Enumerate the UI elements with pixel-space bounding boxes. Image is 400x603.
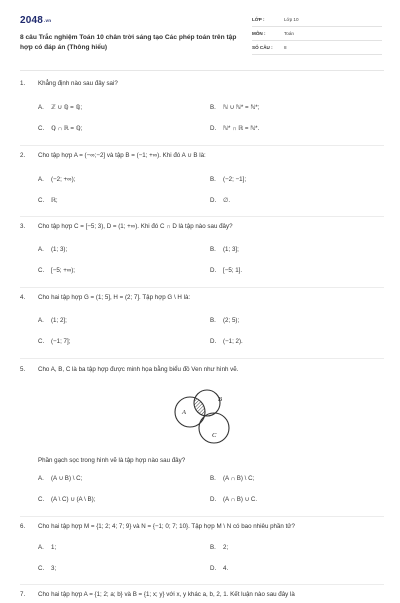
option-label: D.: [210, 197, 217, 204]
option-label: B.: [210, 317, 216, 324]
option-c[interactable]: [38, 267, 75, 274]
option-c[interactable]: [38, 125, 82, 132]
question-number: 4.: [20, 294, 26, 301]
question-stem: [20, 366, 384, 378]
option-label: C.: [38, 565, 45, 572]
document-header: [0, 0, 400, 62]
option-label: B.: [210, 475, 216, 482]
option-label: A.: [38, 544, 44, 551]
option-text: ℕ* ∩ ℝ = ℕ*.: [223, 125, 260, 132]
question-number: 7.: [20, 591, 26, 598]
option-text: 4.: [223, 565, 229, 572]
option-label: A.: [38, 246, 44, 253]
question-stem: [20, 152, 384, 164]
question-subtext: Phần gạch sọc trong hình vẽ là tập hợp nào sau đây?: [38, 457, 186, 464]
option-label: A.: [38, 317, 44, 324]
option-text: 2;: [223, 544, 229, 551]
question-7: [20, 591, 384, 603]
question-5: [20, 366, 384, 503]
question-text: Cho A, B, C là ba tập hợp được minh họa bằng biểu đồ Ven như hình vẽ.: [38, 366, 239, 373]
question-number: 6.: [20, 523, 26, 530]
option-text: (1; 3);: [51, 246, 68, 253]
option-label: A.: [38, 104, 44, 111]
venn-diagram: [170, 388, 246, 446]
option-text: [−5; 1].: [223, 267, 243, 274]
site-logo[interactable]: [20, 15, 51, 26]
option-label: D.: [210, 565, 217, 572]
option-label: A.: [38, 176, 44, 183]
document-meta: [252, 14, 382, 56]
option-text: (1; 3];: [223, 246, 239, 253]
question-text: Cho tập hợp C = [−5; 3), D = (1; +∞). Khi đó C ∩ D là tập nào sau đây?: [38, 223, 233, 230]
logo-text: 2048: [20, 15, 44, 26]
option-d[interactable]: [210, 565, 228, 572]
option-text: (A \ C) ∪ (A \ B);: [51, 496, 96, 503]
meta-label: SỐ CÂU :: [252, 45, 273, 50]
option-b[interactable]: [210, 246, 239, 253]
option-text: (1; 2];: [51, 317, 67, 324]
option-a[interactable]: [38, 176, 75, 183]
question-divider: [20, 358, 384, 359]
question-divider: [20, 145, 384, 146]
option-a[interactable]: [38, 317, 67, 324]
option-label: B.: [210, 246, 216, 253]
meta-row-count: [252, 42, 382, 55]
question-text: Cho tập hợp A = (−∞;−2] và tập B = (−1; +∞). Khi đó A ∪ B là:: [38, 152, 206, 159]
question-3: [20, 223, 384, 274]
option-c[interactable]: [38, 565, 56, 572]
question-divider: [20, 287, 384, 288]
question-stem: [20, 294, 384, 306]
option-text: ∅.: [223, 197, 231, 204]
option-text: ℕ ∪ ℕ* = ℕ*;: [223, 104, 260, 111]
option-text: (2; 5);: [223, 317, 240, 324]
option-label: D.: [210, 496, 217, 503]
option-b[interactable]: [210, 475, 254, 482]
option-text: (−1; 7];: [51, 338, 71, 345]
option-text: ℚ ∩ ℝ = ℚ;: [51, 125, 83, 132]
meta-value: 8: [284, 45, 287, 50]
meta-label: LỚP :: [252, 17, 265, 22]
question-stem: [20, 223, 384, 235]
meta-value: Toán: [284, 31, 294, 36]
option-d[interactable]: [210, 125, 259, 132]
option-label: D.: [210, 338, 217, 345]
option-text: ℝ;: [51, 197, 58, 204]
option-label: D.: [210, 125, 217, 132]
question-stem: [20, 80, 384, 92]
option-text: (A ∪ B) \ C;: [51, 475, 83, 482]
question-number: 3.: [20, 223, 26, 230]
option-label: D.: [210, 267, 217, 274]
question-6: [20, 523, 384, 572]
option-a[interactable]: [38, 544, 56, 551]
option-b[interactable]: [210, 176, 246, 183]
question-stem: [20, 591, 384, 603]
question-divider: [20, 516, 384, 517]
question-number: 1.: [20, 80, 26, 87]
document-title: 8 câu Trắc nghiệm Toán 10 chân trời sáng tạo Các phép toán trên tập hợp có đáp án (Thông hiểu): [20, 34, 237, 51]
meta-label: MÔN :: [252, 31, 266, 36]
option-text: 3;: [51, 565, 57, 572]
option-text: (A ∩ B) \ C;: [223, 475, 255, 482]
question-text: Cho hai tập hợp G = (1; 5], H = (2; 7]. Tập hợp G \ H là:: [38, 294, 191, 301]
option-label: C.: [38, 496, 45, 503]
question-text: Khẳng định nào sau đây sai?: [38, 80, 118, 87]
option-text: 1;: [51, 544, 57, 551]
question-4: [20, 294, 384, 345]
option-d[interactable]: [210, 197, 230, 204]
meta-row-class: [252, 14, 382, 27]
option-c[interactable]: [38, 338, 70, 345]
option-label: A.: [38, 475, 44, 482]
header-divider: [20, 70, 384, 71]
option-a[interactable]: [38, 104, 82, 111]
venn-label-a: A: [182, 409, 186, 416]
option-text: ℤ ∪ ℚ = ℚ;: [51, 104, 83, 111]
logo-suffix: .vn: [44, 17, 52, 23]
option-label: B.: [210, 176, 216, 183]
option-label: C.: [38, 338, 45, 345]
option-label: C.: [38, 197, 45, 204]
option-label: C.: [38, 125, 45, 132]
option-b[interactable]: [210, 317, 239, 324]
option-b[interactable]: [210, 104, 259, 111]
option-text: (−2; +∞);: [51, 176, 76, 183]
question-divider: [20, 584, 384, 585]
question-2: [20, 152, 384, 204]
option-c[interactable]: [38, 197, 58, 204]
question-stem: [20, 523, 384, 535]
option-label: C.: [38, 267, 45, 274]
venn-label-c: C: [212, 432, 217, 439]
question-number: 2.: [20, 152, 26, 159]
question-divider: [20, 216, 384, 217]
option-d[interactable]: [210, 496, 257, 503]
option-a[interactable]: [38, 475, 82, 482]
option-a[interactable]: [38, 246, 67, 253]
question-text: Cho hai tập hợp A = {1; 2; a; b} và B = {1; x; y} với x, y khác a, b, 2, 1. Kết luận nào sau đây là: [38, 591, 295, 598]
option-d[interactable]: [210, 338, 243, 345]
option-text: [−5; +∞);: [51, 267, 76, 274]
option-text: (−1; 2).: [223, 338, 243, 345]
question-number: 5.: [20, 366, 26, 373]
question-1: [20, 80, 384, 132]
venn-label-b: B: [218, 396, 222, 403]
option-c[interactable]: [38, 496, 95, 503]
option-text: (A ∩ B) ∪ C.: [223, 496, 258, 503]
question-text: Cho hai tập hợp M = {1; 2; 4; 7; 9} và N = {−1; 0; 7; 10}. Tập hợp M \ N có bao nhiêu phần tử?: [38, 523, 295, 530]
option-d[interactable]: [210, 267, 242, 274]
meta-value: Lớp 10: [284, 17, 299, 22]
option-text: (−2; −1];: [223, 176, 247, 183]
option-label: B.: [210, 104, 216, 111]
option-b[interactable]: [210, 544, 228, 551]
option-label: B.: [210, 544, 216, 551]
meta-row-subject: [252, 28, 382, 41]
